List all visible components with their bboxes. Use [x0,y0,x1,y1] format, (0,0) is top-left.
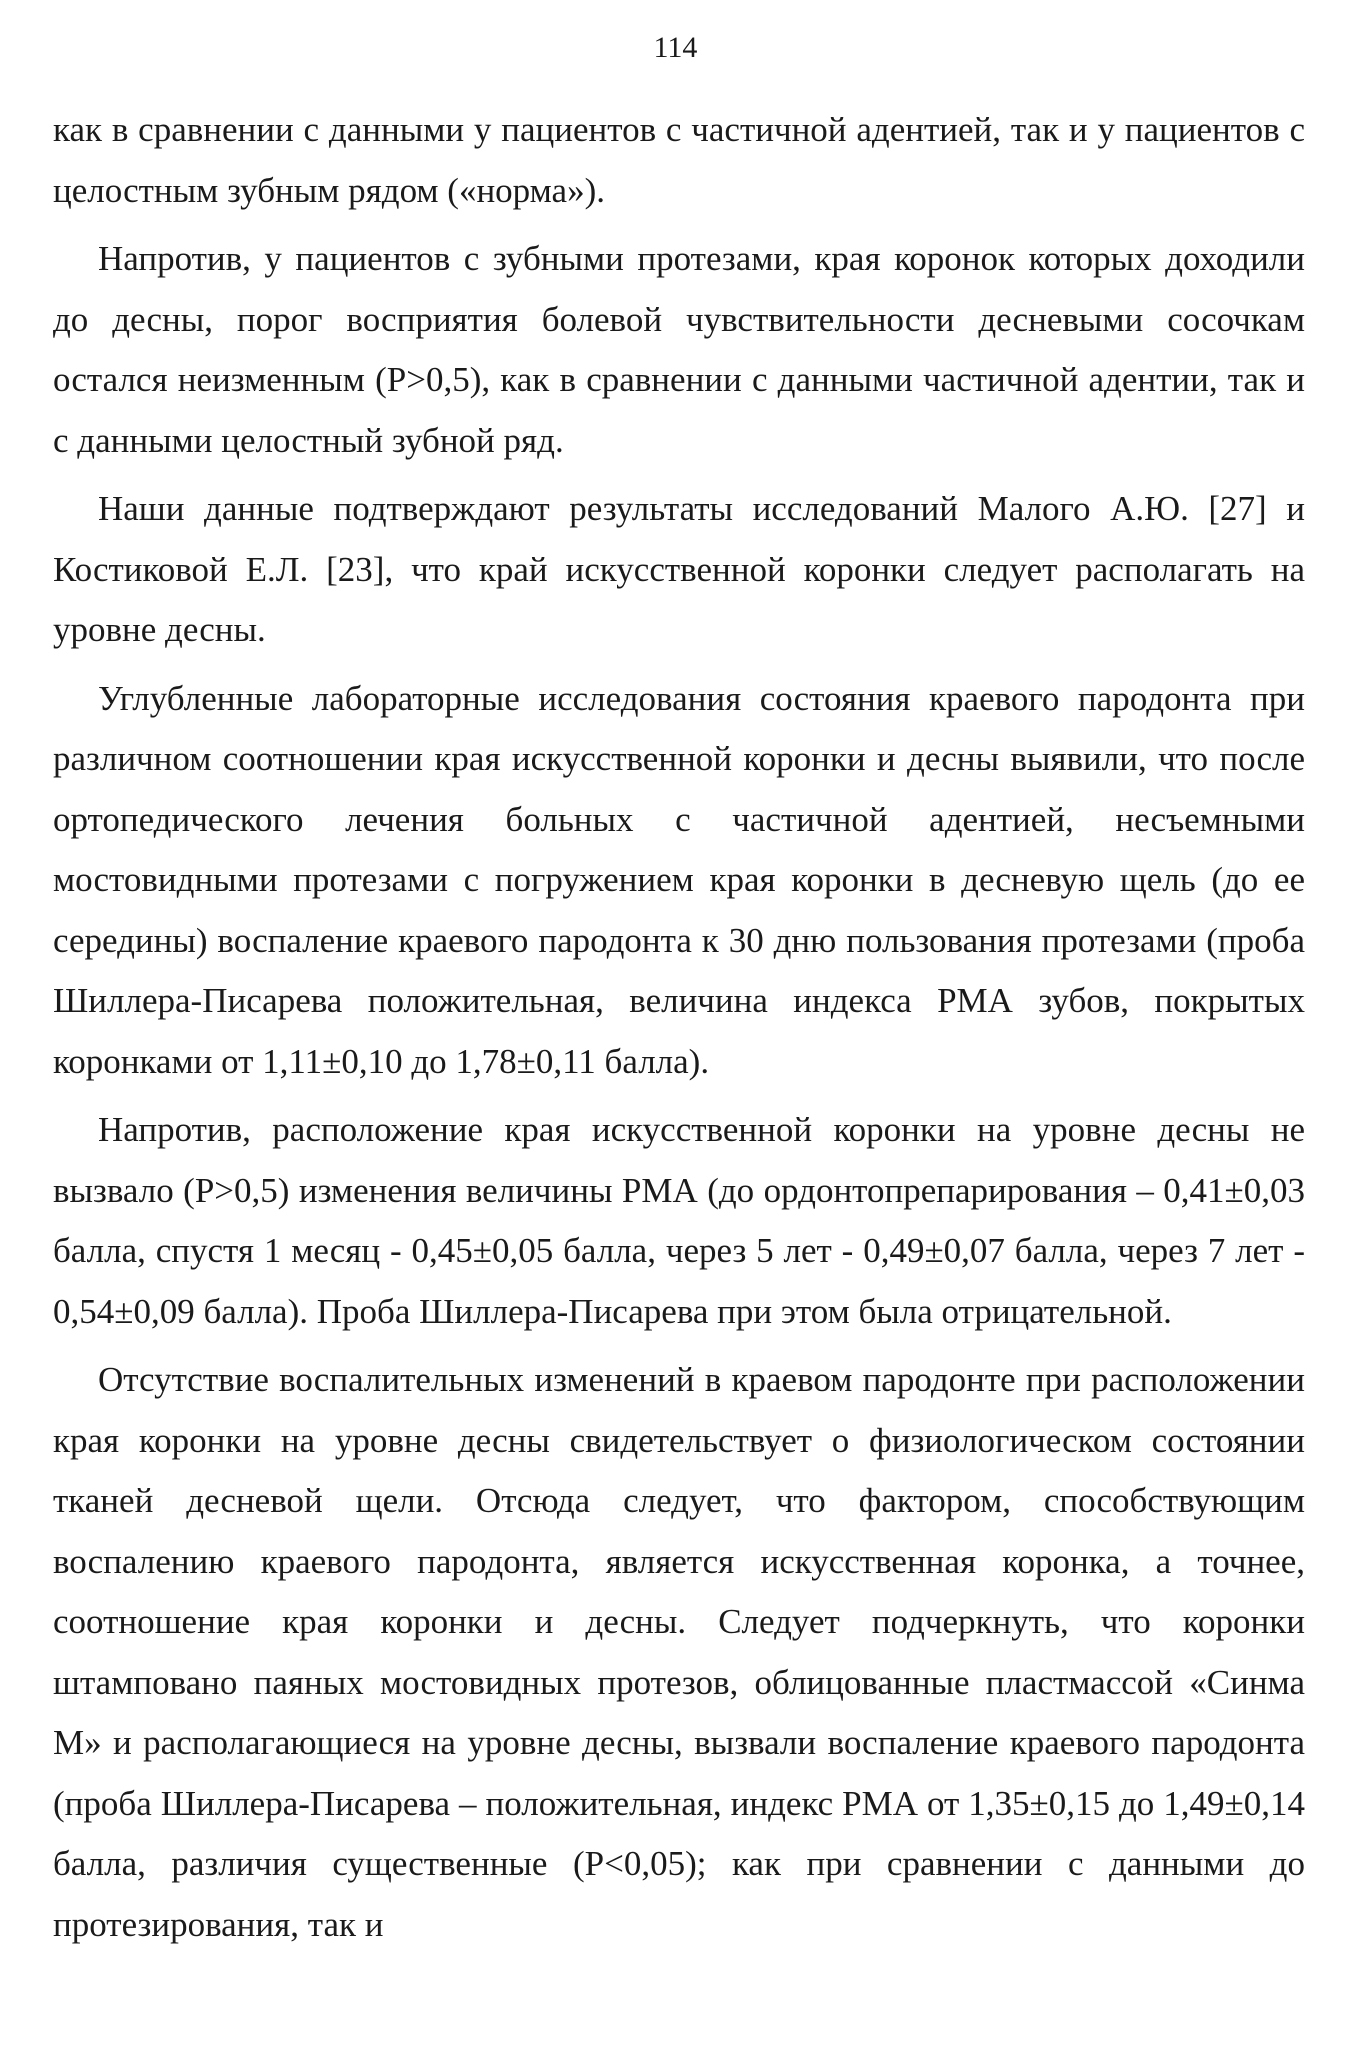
paragraph: Напротив, расположение края искусственной коронки на уровне десны не вызвало (Р>0,5) изменения величины РМА (до ордонтопрепарирования – 0,41±0,03 балла, спустя 1 месяц - 0,45±0,05 балла, через 5 лет - 0,49±0,07 балла, через 7 лет - 0,54±0,09 балла). Проба Шиллера-Писарева при этом была отрицательной. [53,1110,1305,1331]
body-text [53,100,1305,1963]
page-number: 114 [653,31,698,64]
paragraph: Наши данные подтверждают результаты исследований Малого А.Ю. [27] и Костиковой Е.Л. [23], что край искусственной коронки следует располагать на уровне десны. [53,489,1305,649]
paragraph: Напротив, у пациентов с зубными протезами, края коронок которых доходили до десны, порог восприятия болевой чувствительности десневыми сосочкам остался неизменным (Р>0,5), как в сравнении с данными частичной адентии, так и с данными целостный зубной ряд. [53,239,1305,460]
paragraph: Углубленные лабораторные исследования состояния краевого пародонта при различном соотношении края искусственной коронки и десны выявили, что после ортопедического лечения больных с частичной адентией, несъемными мостовидными протезами с погружением края коронки в десневую щель (до ее середины) воспаление краевого пародонта к 30 дню пользования протезами (проба Шиллера-Писарева положительная, величина индекса РМА зубов, покрытых коронками от 1,11±0,10 до 1,78±0,11 балла). [53,678,1305,1081]
paragraph: Отсутствие воспалительных изменений в краевом пародонте при расположении края коронки на уровне десны свидетельствует о физиологическом состоянии тканей десневой щели. Отсюда следует, что фактором, способствующим воспалению краевого пародонта, является искусственная коронка, а точнее, соотношение края коронки и десны. Следует подчеркнуть, что коронки штамповано паяных мостовидных протезов, облицованные пластмассой «Синма М» и располагающиеся на уровне десны, вызвали воспаление краевого пародонта (проба Шиллера-Писарева – положительная, индекс РМА от 1,35±0,15 до 1,49±0,14 балла, различия существенные (Р<0,05); как при сравнении с данными до протезирования, так и [53,1360,1305,1944]
paragraph-continuation: как в сравнении с данными у пациентов с частичной адентией, так и у пациентов с целостным зубным рядом («норма»). [53,110,1305,210]
